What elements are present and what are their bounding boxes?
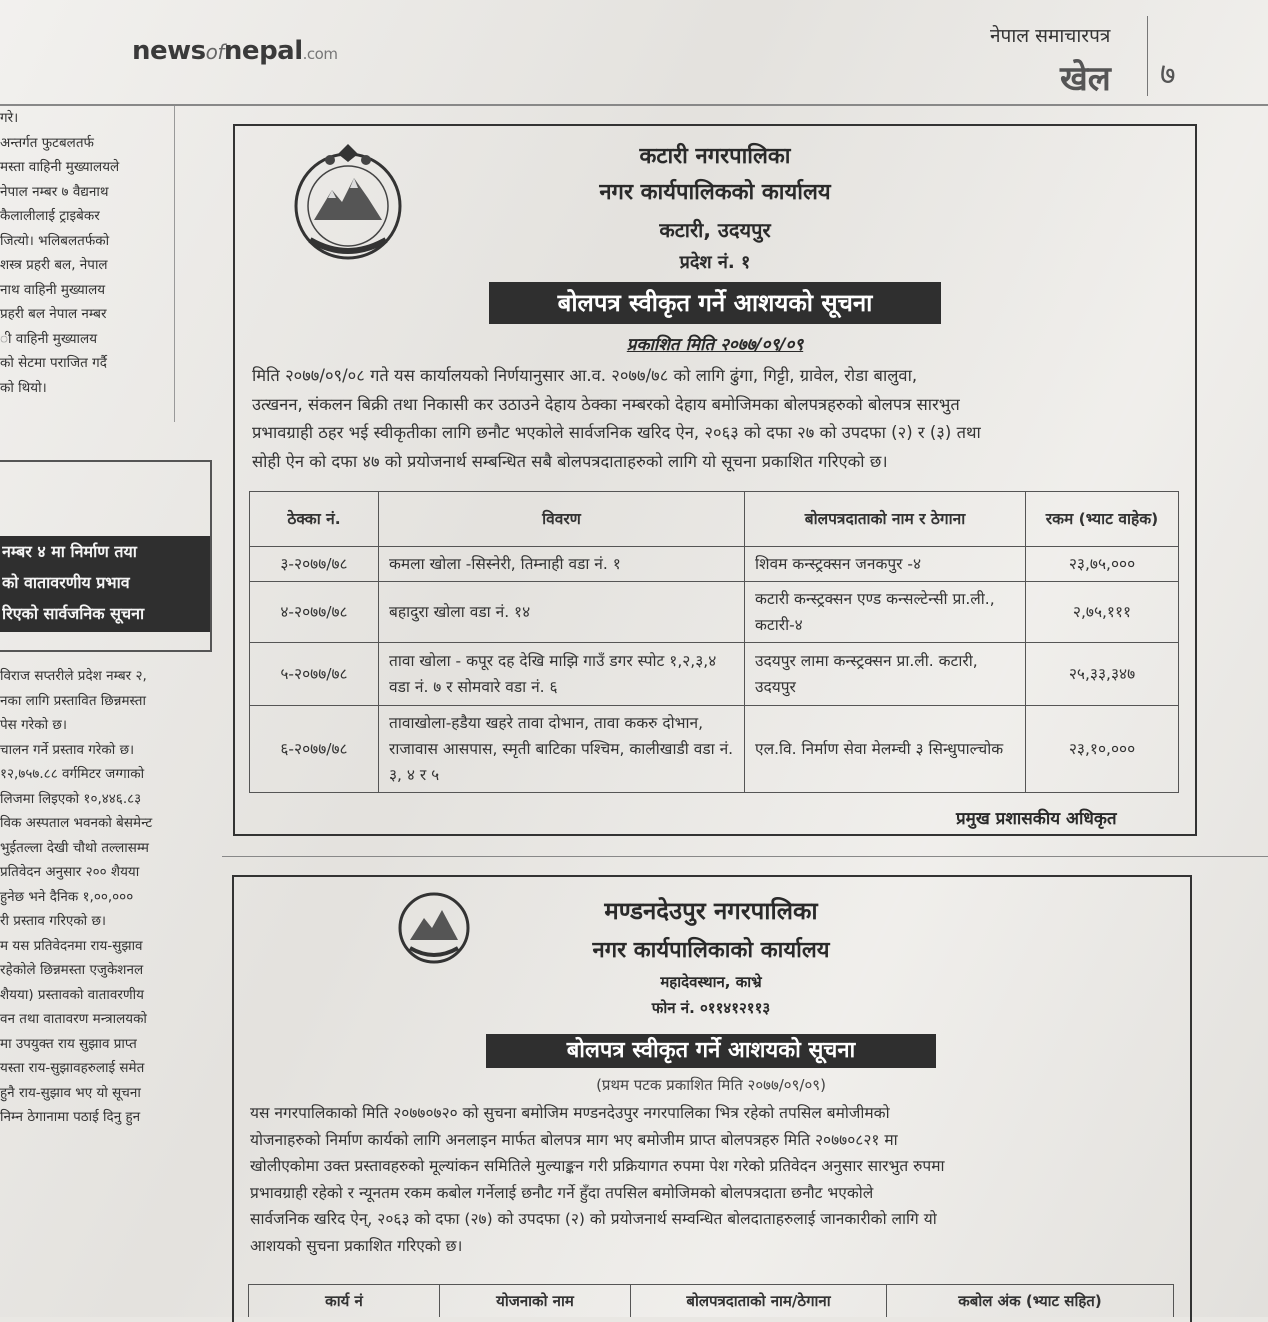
section-title: खेल	[1060, 59, 1111, 99]
bidder: उदयपुर लामा कन्स्ट्रक्सन प्रा.ली. कटारी, उदयपुर	[745, 643, 1026, 706]
description: तावा खोला - कपूर दह देखि माझि गाउँ डगर स्पोट १,२,३,४ वडा नं. ७ र सोमवारे वडा नं. ६	[379, 643, 745, 706]
text-line: गरे।	[0, 110, 19, 126]
table-row	[250, 706, 1179, 793]
amount: २३,७५,०००	[1026, 547, 1179, 582]
table-row	[250, 582, 1179, 643]
body-line: यस नगरपालिकाको मिति २०७७०७२० को सुचना बमोजिम मण्डनदेउपुर नगरपालिका भित्र रहेको तपसिल बमोजीमको	[250, 1104, 890, 1122]
table-header: रकम (भ्याट वाहेक)	[1026, 492, 1179, 547]
text-line: प्रहरी बल नेपाल नम्बर	[0, 306, 107, 322]
table-header: बोलपत्रदाताको नाम र ठेगाना	[745, 492, 1026, 547]
bidder: एल.वि. निर्माण सेवा मेलम्ची ३ सिन्धुपाल्चोक	[745, 706, 1026, 793]
notice1-body	[252, 362, 1178, 476]
text-line: हुनेछ भने दैनिक १,००,०००	[0, 888, 134, 905]
left-article-top	[0, 106, 175, 422]
body-line: सार्वजनिक खरिद ऐन्, २०६३ को दफा (२७) को उपदफा (२) को प्रयोजनार्थ सम्वन्धित बोलदाताहरुलाई जानकारीको लागि यो	[250, 1210, 937, 1228]
text-line: प्रतिवेदन अनुसार २०० शैयया	[0, 864, 140, 880]
notice1-table	[249, 491, 1179, 793]
text-line: यस्ता राय-सुझावहरुलाई समेत	[0, 1060, 145, 1076]
text-line: लिजमा लिइएको १०,४४६.८३	[0, 790, 142, 807]
banner-line: को वातावरणीय प्रभाव	[2, 573, 130, 592]
text-line: नका लागि प्रस्तावित छिन्नमस्ता	[0, 692, 146, 709]
text-line: हुनै राय-सुझाव भए यो सूचना	[0, 1084, 141, 1101]
body-line: मिति २०७७/०९/०८ गते यस कार्यालयको निर्णयानुसार आ.व. २०७७/७८ को लागि ढुंगा, गिट्टी, ग्रावेल, रोडा बालुवा,	[252, 366, 918, 385]
table-header: बोलपत्रदाताको नाम/ठेगाना	[631, 1285, 887, 1318]
text-line: नेपाल नम्बर ७ वैद्यनाथ	[0, 183, 109, 200]
body-line: सोही ऐन को दफा ४७ को प्रयोजनार्थ सम्बन्धित सबै बोलपत्रदाताहरुको लागि यो सूचना प्रकाशित गरिएको छ।	[252, 451, 888, 471]
text-line: मस्ता वाहिनी मुख्यालयले	[0, 159, 120, 175]
text-line: को थियो।	[0, 379, 47, 396]
text-line: चालन गर्ने प्रस्ताव गरेको छ।	[0, 741, 135, 758]
table-header: योजनाको नाम	[440, 1285, 631, 1318]
text-line: निम्न ठेगानामा पठाई दिनु हुन	[0, 1109, 141, 1125]
page-number: ७	[1160, 57, 1176, 92]
table-row	[250, 643, 1179, 706]
masthead-divider	[1147, 16, 1148, 96]
contract-no: ३-२०७७/७८	[250, 547, 379, 582]
left-notice-banner	[0, 536, 210, 632]
notice2-place: महादेवस्थान, काभ्रे	[660, 973, 762, 991]
top-rule	[0, 104, 1268, 106]
newsofnepal-logo: newsofnepal.com	[132, 36, 338, 66]
notice1-province: प्रदेश नं. १	[679, 252, 751, 273]
text-line: री प्रस्ताव गरिएको छ।	[0, 913, 107, 929]
table-header: कबोल अंक (भ्याट सहित)	[887, 1285, 1174, 1318]
notice1-title: बोलपत्र स्वीकृत गर्ने आशयको सूचना	[489, 282, 941, 324]
body-line: योजनाहरुको निर्माण कार्यको लागि अनलाइन मार्फत बोलपत्र माग भए बमोजीम प्राप्त बोलपत्रहरु मिति २०७७०८२१ मा	[250, 1130, 898, 1149]
description: कमला खोला -सिस्नेरी, तिम्नाही वडा नं. १	[379, 547, 745, 582]
text-line: अन्तर्गत फुटबलतर्फ	[0, 134, 94, 151]
notice2-phone: फोन नं. ०११४१२११३	[651, 999, 771, 1017]
notice1-published-date: प्रकाशित मिति २०७७/०९/०९	[626, 335, 804, 355]
bidder: कटारी कन्स्ट्रक्सन एण्ड कन्सल्टेन्सी प्रा.ली., कटारी-४	[745, 582, 1026, 643]
body-line: आशयको सुचना प्रकाशित गरिएको छ।	[250, 1236, 463, 1255]
text-line: भुईतल्ला देखी चौथो तल्लासम्म	[0, 839, 149, 856]
contract-no: ४-२०७७/७८	[250, 582, 379, 643]
text-line: विक अस्पताल भवनको बेसमेन्ट	[0, 815, 153, 831]
text-line: पेस गरेको छ।	[0, 717, 67, 733]
text-line: ी वाहिनी मुख्यालय	[0, 330, 98, 347]
banner-line: रिएको सार्वजनिक सूचना	[2, 604, 145, 623]
contract-no: ५-२०७७/७८	[250, 643, 379, 706]
amount: २५,३३,३४७	[1026, 643, 1179, 706]
body-line: खोलीएकोमा उक्त प्रस्तावहरुको मूल्यांकन समितिले मुल्याङ्कन गरी प्रक्रियागत रुपमा पेश गरेको प्रतिवेदन अनुसार सारभुत रुपमा	[250, 1157, 945, 1175]
text-line: शस्त्र प्रहरी बल, नेपाल	[0, 257, 108, 273]
amount: २,७५,१११	[1026, 582, 1179, 643]
paper-name: नेपाल समाचारपत्र	[990, 25, 1111, 47]
text-line: १२,७५७.८८ वर्गमिटर जग्गाको	[0, 766, 145, 782]
body-line: उत्खनन, संकलन बिक्री तथा निकासी कर उठाउने देहाय ठेक्का नम्बरको देहाय बमोजिमका बोलपत्रहरुको बोलपत्र सारभुत	[252, 394, 960, 414]
notice2-published-date: (प्रथम पटक प्रकाशित मिति २०७७/०९/०९)	[596, 1076, 826, 1094]
text-line: वन तथा वातावरण मन्त्रालयको	[0, 1011, 147, 1027]
notice1-signatory: प्रमुख प्रशासकीय अधिकृत	[956, 809, 1117, 829]
table-header: विवरण	[379, 492, 745, 547]
text-line: कैलालीलाई ट्राइबेकर	[0, 208, 100, 224]
text-line: नाथ वाहिनी मुख्यालय	[0, 281, 106, 298]
notice2-org: मण्डनदेउपुर नगरपालिका	[604, 897, 818, 925]
body-line: प्रभावग्राही ठहर भई स्वीकृतीका लागि छनौट भएकोले सार्वजनिक खरिद ऐन, २०६३ को दफा २७ को उपदफा (२) र (३) तथा	[252, 423, 981, 442]
text-line: मा उपयुक्त राय सुझाव प्राप्त	[0, 1035, 137, 1052]
middle-rule	[222, 856, 1268, 857]
text-line: को सेटमा पराजित गर्दै	[0, 355, 107, 371]
text-line: रहेकोले छिन्नमस्ता एजुकेशनल	[0, 962, 144, 978]
notice1-org: कटारी नगरपालिका	[639, 144, 791, 169]
text-line: शैयया) प्रस्तावको वातावरणीय	[0, 986, 144, 1003]
description: बहादुरा खोला वडा नं. १४	[379, 582, 745, 643]
table-header: कार्य नं	[249, 1285, 440, 1318]
notice2-body	[250, 1100, 1170, 1259]
notice2-office: नगर कार्यपालिकाको कार्यालय	[592, 938, 830, 963]
table-header: ठेक्का नं.	[250, 492, 379, 547]
notice1-office: नगर कार्यपालिकको कार्यालय	[599, 180, 831, 205]
table-row	[250, 547, 1179, 582]
left-article-bottom	[0, 664, 205, 1130]
notice1-place: कटारी, उदयपुर	[659, 218, 771, 242]
text-line: जित्यो। भलिबलतर्फको	[0, 232, 110, 249]
body-line: प्रभावग्राही रहेको र न्यूनतम रकम कबोल गर्नेलाई छनौट गर्ने हुँदा तपसिल बमोजिमको बोलपत्रदाता छनौट भएकोले	[250, 1183, 874, 1202]
banner-line: नम्बर ४ मा निर्माण तया	[2, 542, 137, 561]
contract-no: ६-२०७७/७८	[250, 706, 379, 793]
bidder: शिवम कन्स्ट्रक्सन जनकपुर -४	[745, 547, 1026, 582]
description: तावाखोला-हडैया खहरे तावा दोभान, तावा ककरु दोभान, राजावास आसपास, स्मृती बाटिका पश्चिम, कालीखाडी वडा नं. ३, ४ र ५	[379, 706, 745, 793]
text-line: म यस प्रतिवेदनमा राय-सुझाव	[0, 937, 143, 954]
text-line: विराज सप्तरीले प्रदेश नम्बर २,	[0, 668, 147, 684]
amount: २३,१०,०००	[1026, 706, 1179, 793]
notice2-table	[248, 1284, 1174, 1317]
notice2-title: बोलपत्र स्वीकृत गर्ने आशयको सूचना	[486, 1034, 936, 1068]
